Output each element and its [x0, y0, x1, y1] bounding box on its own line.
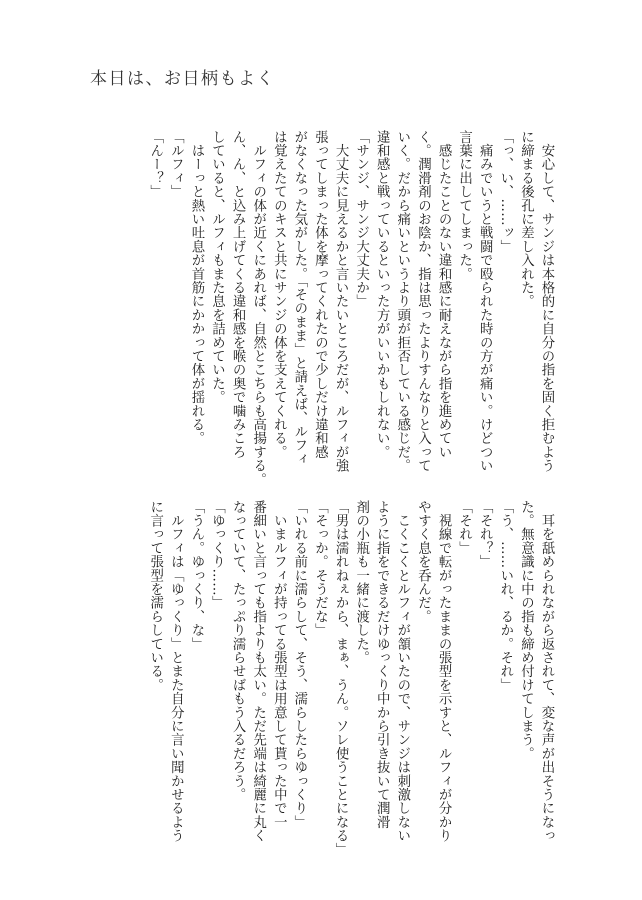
text-line: 「っ、い、……ッ」	[497, 130, 513, 254]
text-line: 「ルフィ」	[168, 130, 184, 199]
text-line: く。潤滑剤のお陰か、指は思ったよりすんなりと入って	[415, 130, 431, 473]
text-line: 「そっか。そうだな」	[312, 500, 328, 637]
text-line: た。無意識に中の指も締め付けてしまう。	[518, 500, 534, 761]
text-block-top	[144, 130, 556, 487]
text-line: 「それ？」	[477, 500, 493, 569]
text-line: 「んー？」	[147, 130, 163, 199]
text-line: 視線で転がったままの張型を示すと、ルフィが分かり	[436, 500, 452, 843]
text-line: ん、ん、と込み上げてくる違和感を喉の奥で噛みころ	[230, 130, 246, 459]
text-line: 安心して、サンジは本格的に自分の指を固く拒むよう	[539, 130, 554, 473]
text-line: 大丈夫に見えるかと言いたいところだが、ルフィが強	[333, 130, 349, 473]
text-line: していると、ルフィもまた息を詰めていた。	[209, 130, 225, 404]
text-line: 「それ」	[456, 500, 472, 555]
text-line: ように指をできるだけゆっくり中から引き抜いて潤滑	[374, 500, 390, 829]
text-line: はーっと熱い吐息が首筋にかかって体が揺れる。	[188, 130, 204, 446]
text-line: がなくなった気がした。「そのまま」と請えば、ルフィ	[291, 130, 307, 466]
text-line: 違和感と戦っているといった方がいいかもしれない。	[374, 130, 390, 459]
text-line: いまルフィが持ってる張型は用意して貰った中で一	[271, 500, 287, 829]
text-line: 剤の小瓶も一緒に渡した。	[353, 500, 369, 665]
text-line: 「サンジ、サンジ大丈夫か」	[353, 130, 369, 309]
text-line: 耳を舐められながら返されて、変な声が出そうになっ	[539, 500, 554, 843]
text-line: に言って張型を濡らしている。	[147, 500, 163, 692]
text-line: 言葉に出してしまった。	[456, 130, 472, 281]
text-line: は覚えたてのキスと共にサンジの体を支えてくれる。	[271, 130, 287, 459]
text-line: 張ってしまった体を摩ってくれたので少しだけ違和感	[312, 130, 328, 459]
text-line: に締まる後孔に差し入れた。	[518, 130, 534, 309]
text-line: 番細いと言っても指よりも太い。ただ先端は綺麗に丸く	[250, 500, 266, 843]
chapter-title: 本日は、お日柄もよく	[90, 69, 275, 89]
text-block-bottom	[144, 500, 556, 857]
text-line: 「うん。ゆっくり、な」	[188, 500, 204, 651]
text-line: 痛みでいうと戦闘で殴られた時の方が痛い。けどつい	[477, 130, 493, 473]
text-line: 「男は濡れねぇから、まぁ、うん。ソレ使うことになる」	[333, 500, 349, 857]
text-line: ルフィは「ゆっくり」とまた自分に言い聞かせるよう	[168, 500, 184, 843]
text-line: なっていて、たっぷり濡らせばもう入るだろう。	[230, 500, 246, 802]
text-line: 「いれる前に濡らして、そう、濡らしたらゆっくり」	[291, 500, 307, 829]
text-line: 「う、……いれ、るか。それ」	[497, 500, 513, 692]
text-line: ルフィの体が近くにあれば、自然とこちらも高揚する。	[250, 130, 266, 487]
text-line: 「ゆっくり……」	[209, 500, 225, 610]
text-line: こくこくとルフィが頷いたので、サンジは刺激しない	[394, 500, 410, 843]
text-line: いく。だから痛いというより頭が拒否している感じだ。	[394, 130, 410, 473]
text-line: やすく息を呑んだ。	[415, 500, 431, 624]
text-line: 感じたことのない違和感に耐えながら指を進めてい	[436, 130, 452, 459]
